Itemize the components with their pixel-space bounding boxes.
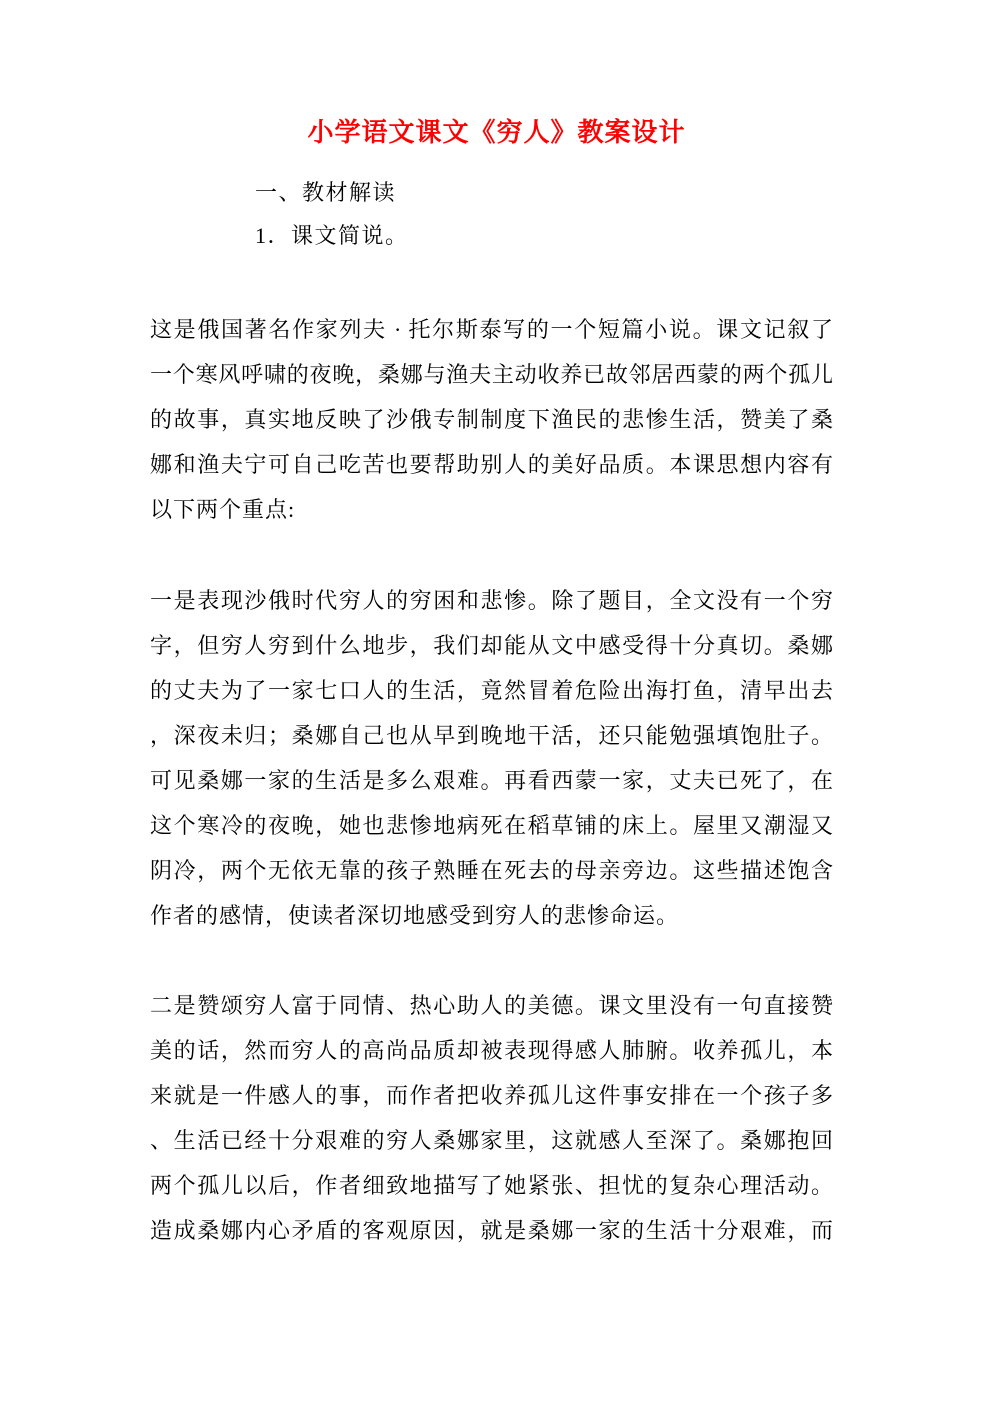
paragraph-point-two-virtue [150, 983, 833, 1253]
text-line: 一个寒风呼啸的夜晚，桑娜与渔夫主动收养已故邻居西蒙的两个孤儿 [150, 362, 833, 387]
text-line: 的丈夫为了一家七口人的生活，竟然冒着危险出海打鱼，清早出去 [150, 678, 833, 703]
subsection-heading-text-summary: 1．课文简说。 [255, 223, 409, 248]
text-line: 一是表现沙俄时代穷人的穷困和悲惨。除了题目，全文没有一个穷 [150, 588, 833, 613]
paragraph-point-one-poverty [150, 578, 833, 938]
text-line: 阴冷，两个无依无靠的孩子熟睡在死去的母亲旁边。这些描述饱含 [150, 858, 833, 883]
paragraph-story-intro [150, 307, 833, 532]
text-line: 造成桑娜内心矛盾的客观原因，就是桑娜一家的生活十分艰难，而 [150, 1218, 833, 1243]
text-line: 以下两个重点: [150, 497, 296, 522]
text-line: 字，但穷人穷到什么地步，我们却能从文中感受得十分真切。桑娜 [150, 633, 833, 658]
text-line: 美的话，然而穷人的高尚品质却被表现得感人肺腑。收养孤儿，本 [150, 1038, 833, 1063]
text-line: 、生活已经十分艰难的穷人桑娜家里，这就感人至深了。桑娜抱回 [150, 1128, 833, 1153]
text-line: 的故事，真实地反映了沙俄专制制度下渔民的悲惨生活，赞美了桑 [150, 407, 833, 432]
text-line: 这个寒冷的夜晚，她也悲惨地病死在稻草铺的床上。屋里又潮湿又 [150, 813, 833, 838]
text-line: 二是赞颂穷人富于同情、热心助人的美德。课文里没有一句直接赞 [150, 993, 833, 1018]
text-line: 两个孤儿以后，作者细致地描写了她紧张、担忧的复杂心理活动。 [150, 1173, 833, 1198]
text-line: 这是俄国著名作家列夫 · 托尔斯泰写的一个短篇小说。课文记叙了 [150, 317, 833, 342]
section-heading-material-analysis: 一、教材解读 [255, 180, 397, 205]
text-line: ，深夜未归；桑娜自己也从早到晚地干活，还只能勉强填饱肚子。 [150, 723, 833, 748]
document-title: 小学语文课文《穷人》教案设计 [307, 118, 686, 147]
text-line: 娜和渔夫宁可自己吃苦也要帮助别人的美好品质。本课思想内容有 [150, 452, 833, 477]
text-line: 来就是一件感人的事，而作者把收养孤儿这件事安排在一个孩子多 [150, 1083, 833, 1108]
text-line: 可见桑娜一家的生活是多么艰难。再看西蒙一家，丈夫已死了，在 [150, 768, 833, 793]
text-line: 作者的感情，使读者深切地感受到穷人的悲惨命运。 [150, 903, 680, 928]
